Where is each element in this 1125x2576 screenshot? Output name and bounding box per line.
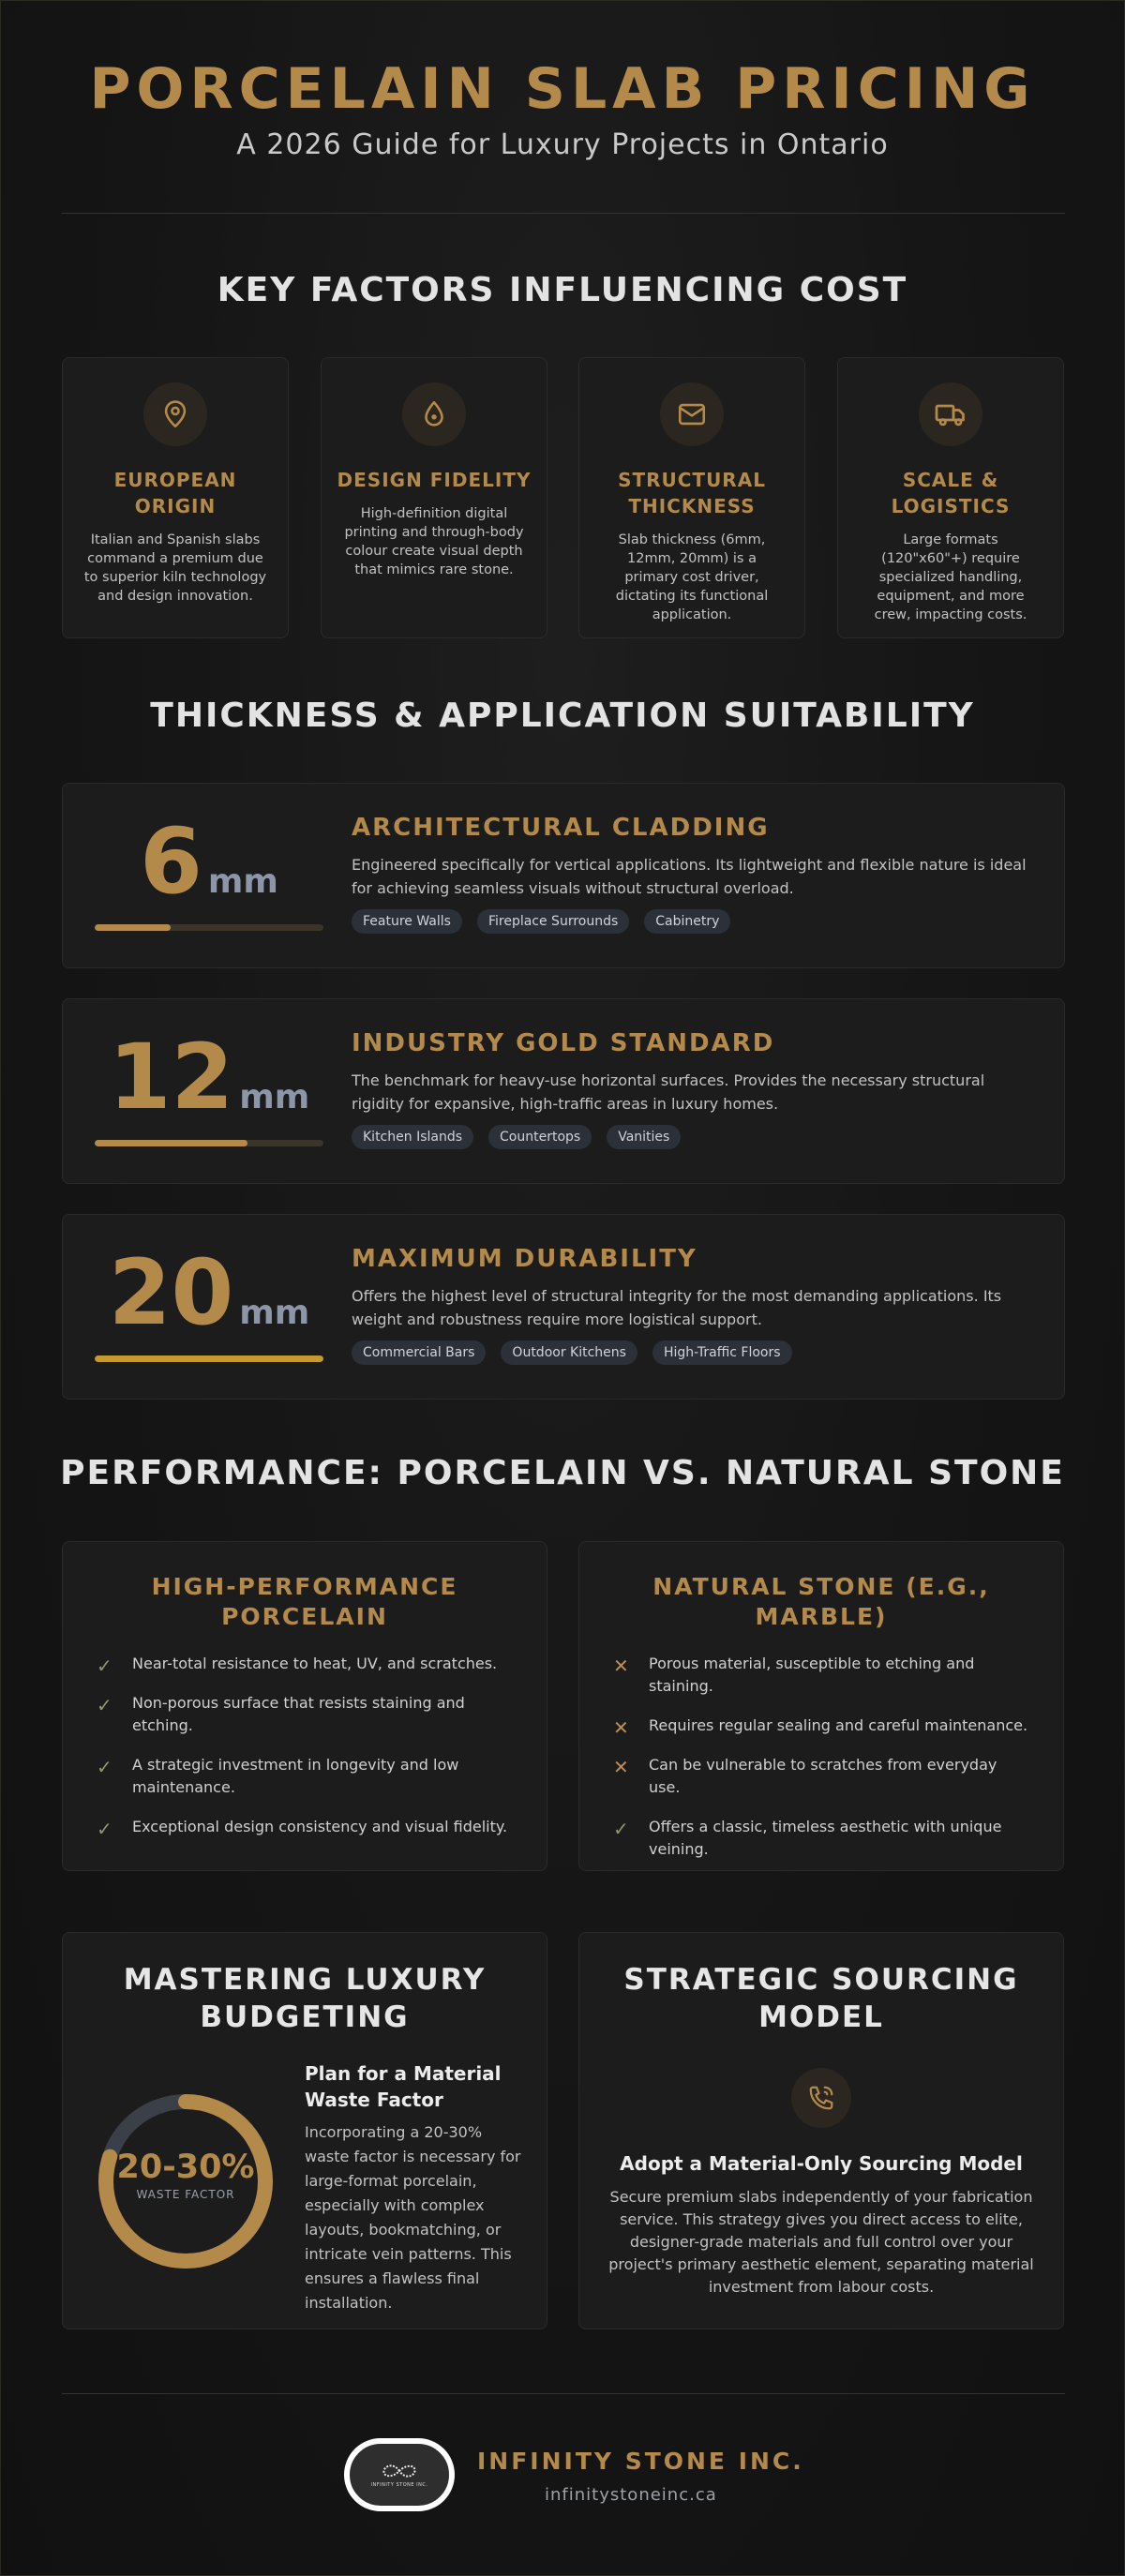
thickness-level-fill xyxy=(95,924,171,931)
thickness-card-20mm xyxy=(62,1214,1065,1400)
ring-label xyxy=(95,2147,277,2201)
budget-card xyxy=(62,1932,548,2329)
plan-desc: Incorporating a 20-30% waste factor is necessary for large-format porcelain, especially with complex layouts, bookmatching, or intricate vein patterns. This ensures a flawless final installation. xyxy=(305,2123,521,2312)
list-item: ✓ A strategic investment in longevity and low maintenance. xyxy=(97,1756,459,1796)
factor-card-design xyxy=(321,357,548,638)
list-item: ✓ Non-porous surface that resists staining and etching. xyxy=(97,1694,465,1734)
porcelain-list xyxy=(63,1653,547,1838)
application-tag: Feature Walls xyxy=(352,909,462,934)
factor-desc: Slab thickness (6mm, 12mm, 20mm) is a primary cost driver, dictating its functional application. xyxy=(615,532,769,622)
infinity-icon xyxy=(377,2462,422,2480)
thickness-number: 12 xyxy=(108,1025,234,1130)
location-pin-icon xyxy=(143,382,207,446)
sourcing-card xyxy=(578,1932,1064,2329)
phone-icon xyxy=(791,2068,851,2128)
list-item: ✓ Near-total resistance to heat, UV, and scratches. xyxy=(97,1655,498,1677)
check-icon: ✓ xyxy=(97,1818,112,1840)
factor-card-origin xyxy=(62,357,289,638)
thickness-level-bar xyxy=(95,1140,323,1146)
envelope-icon xyxy=(660,382,724,446)
application-tag: Fireplace Surrounds xyxy=(477,909,629,934)
stone-card xyxy=(578,1541,1064,1871)
thickness-title: MAXIMUM DURABILITY xyxy=(352,1245,698,1273)
factor-desc: Large formats (120"x60"+) require specialized handling, equipment, and more crew, impacting costs. xyxy=(874,532,1028,622)
plan-title: Plan for a Material Waste Factor xyxy=(305,2062,502,2111)
factors-heading: KEY FACTORS INFLUENCING COST xyxy=(217,271,908,309)
check-icon: ✓ xyxy=(613,1818,629,1840)
application-tag: Vanities xyxy=(607,1125,681,1149)
thickness-desc: Engineered specifically for vertical applications. Its lightweight and flexible nature is ideal for achieving seamless visuals without structural overload. xyxy=(352,856,1027,897)
waste-factor-value: 20-30% xyxy=(116,2149,255,2186)
thickness-unit: mm xyxy=(239,1294,310,1332)
application-tag: Cabinetry xyxy=(644,909,730,934)
list-item: ✓ Offers a classic, timeless aesthetic with unique veining. xyxy=(613,1818,1002,1858)
thickness-value xyxy=(95,1026,323,1129)
thickness-level-bar xyxy=(95,1355,323,1362)
thickness-level-bar xyxy=(95,924,323,931)
website-link[interactable]: infinitystoneinc.ca xyxy=(545,2485,717,2505)
thickness-desc: Offers the highest level of structural integrity for the most demanding applications. Its weight and robustness require more logistical support. xyxy=(352,1287,1002,1328)
thickness-value xyxy=(95,1241,323,1344)
factor-title: STRUCTURAL THICKNESS xyxy=(618,469,766,517)
cross-icon: ✕ xyxy=(613,1756,629,1778)
thickness-unit: mm xyxy=(239,1078,310,1116)
thickness-desc: The benchmark for heavy-use horizontal surfaces. Provides the necessary structural rigidity for expansive, high-traffic areas in luxury homes. xyxy=(352,1071,985,1113)
thickness-unit: mm xyxy=(207,862,278,901)
thickness-title: ARCHITECTURAL CLADDING xyxy=(352,814,770,842)
tag-list xyxy=(352,1125,681,1149)
factor-card-logistics xyxy=(837,357,1064,638)
stone-title: NATURAL STONE (E.G., MARBLE) xyxy=(652,1573,990,1630)
sourcing-subtitle: Adopt a Material-Only Sourcing Model xyxy=(620,2152,1023,2175)
page-title: PORCELAIN SLAB PRICING xyxy=(89,56,1036,122)
thickness-value xyxy=(95,810,323,913)
page-subtitle: A 2026 Guide for Luxury Projects in Ontario xyxy=(236,128,889,161)
thickness-level-fill xyxy=(95,1355,323,1362)
list-item: ✕ Can be vulnerable to scratches from everyday use. xyxy=(613,1756,998,1796)
factor-title: EUROPEAN ORIGIN xyxy=(113,469,237,517)
logo-text: INFINITY STONE INC. xyxy=(370,2482,428,2488)
thickness-heading: THICKNESS & APPLICATION SUITABILITY xyxy=(150,696,975,735)
thickness-title: INDUSTRY GOLD STANDARD xyxy=(352,1029,775,1057)
thickness-number: 20 xyxy=(108,1240,234,1345)
budget-title: MASTERING LUXURY BUDGETING xyxy=(123,1963,487,2034)
sourcing-title: STRATEGIC SOURCING MODEL xyxy=(623,1963,1019,2034)
factor-title: SCALE & LOGISTICS xyxy=(891,469,1011,517)
thickness-card-6mm xyxy=(62,783,1065,968)
performance-heading: PERFORMANCE: PORCELAIN VS. NATURAL STONE xyxy=(60,1454,1065,1492)
check-icon: ✓ xyxy=(97,1655,112,1677)
check-icon: ✓ xyxy=(97,1756,112,1778)
stone-list xyxy=(579,1653,1063,1861)
thickness-level-fill xyxy=(95,1140,248,1146)
droplet-icon xyxy=(402,382,466,446)
tag-list xyxy=(352,909,730,934)
application-tag: High-Traffic Floors xyxy=(652,1340,792,1365)
application-tag: Kitchen Islands xyxy=(352,1125,473,1149)
cross-icon: ✕ xyxy=(613,1655,629,1677)
brand-name: INFINITY STONE INC. xyxy=(477,2448,804,2475)
check-icon: ✓ xyxy=(97,1694,112,1716)
cross-icon: ✕ xyxy=(613,1716,629,1739)
truck-icon xyxy=(919,382,982,446)
porcelain-title: HIGH-PERFORMANCE PORCELAIN xyxy=(151,1573,458,1630)
application-tag: Outdoor Kitchens xyxy=(501,1340,638,1365)
porcelain-card xyxy=(62,1541,548,1871)
sourcing-desc: Secure premium slabs independently of your fabrication service. This strategy gives you direct access to elite, designer-grade materials and full control over your project's primary aesthetic element, separating material investment from labour costs. xyxy=(608,2188,1034,2296)
application-tag: Countertops xyxy=(488,1125,592,1149)
company-logo xyxy=(344,2438,455,2511)
tag-list xyxy=(352,1340,792,1365)
waste-factor-label: WASTE FACTOR xyxy=(136,2188,235,2201)
factor-desc: High-definition digital printing and through-body colour create visual depth that mimics rare stone. xyxy=(344,506,524,577)
thickness-number: 6 xyxy=(140,809,202,914)
factor-desc: Italian and Spanish slabs command a premium due to superior kiln technology and design innovation. xyxy=(83,532,267,604)
list-item: ✓ Exceptional design consistency and visual fidelity. xyxy=(97,1818,508,1840)
list-item: ✕ Porous material, susceptible to etching and staining. xyxy=(613,1655,975,1695)
thickness-card-12mm xyxy=(62,998,1065,1184)
application-tag: Commercial Bars xyxy=(352,1340,486,1365)
divider xyxy=(62,213,1065,214)
factor-card-thickness xyxy=(578,357,805,638)
list-item: ✕ Requires regular sealing and careful maintenance. xyxy=(613,1716,1028,1739)
divider xyxy=(62,2393,1065,2394)
factor-title: DESIGN FIDELITY xyxy=(337,469,532,491)
